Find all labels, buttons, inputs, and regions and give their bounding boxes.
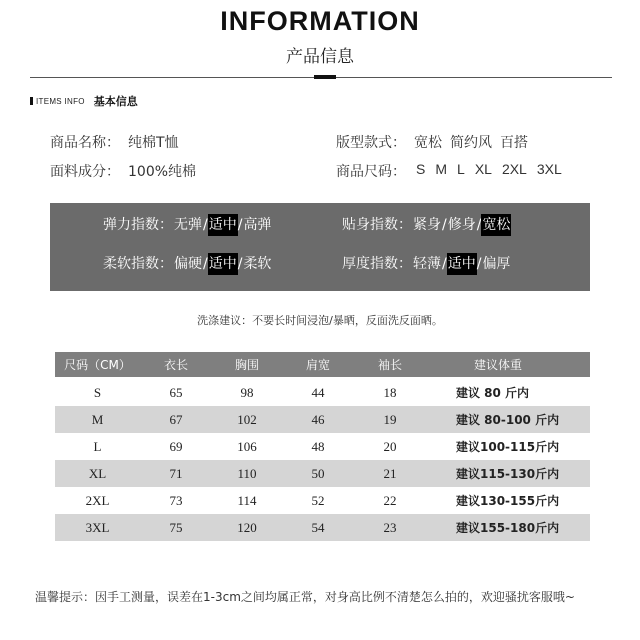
table-cell: 2XL [85,492,110,508]
fit-style-value: 宽松 [414,135,442,151]
divider-accent [314,75,336,79]
column-header: 尺码（CM） [64,358,131,372]
table-cell: 建议 80-100 斤内 [456,413,560,427]
fit-style-value: 简约风 [450,135,492,151]
column-header: 袖长 [377,358,402,372]
index-separator: / [237,256,243,272]
index-panel [50,203,590,291]
fit-style-value: 百搭 [500,135,528,151]
table-cell: 建议155-180斤内 [456,521,560,535]
table-row [55,460,590,487]
table-cell: 98 [240,384,254,400]
fit-style-label: 版型款式： [336,135,406,151]
table-row [55,514,590,541]
table-cell: L [93,438,102,454]
material-row [50,161,196,181]
index-label: 弹力指数： [103,217,173,233]
size-value: M [435,161,448,177]
section-heading [30,93,138,109]
thickness-index [342,253,511,275]
index-option: 紧身 [413,217,441,233]
table-cell: 20 [383,438,397,454]
table-cell: 建议115-130斤内 [456,467,560,481]
index-option: 修身 [447,217,476,233]
table-cell: 23 [383,519,397,535]
measurement-note: 温馨提示：因手工测量，误差在1-3cm之间均属正常，对身高比例不清楚怎么拍的，欢迎骚扰客服哦~ [35,590,575,604]
index-label: 柔软指数： [103,256,173,272]
index-label: 贴身指数： [342,217,412,233]
table-row [55,433,590,460]
index-option: 偏硬 [174,256,202,272]
table-cell: 22 [383,492,397,508]
index-option: 高弹 [243,217,272,233]
table-cell: 73 [169,492,183,508]
table-cell: S [93,384,102,400]
index-option: 无弹 [174,217,202,233]
size-value: XL [474,161,492,177]
table-cell: 18 [383,384,397,400]
index-option: 偏厚 [482,256,511,272]
size-value: 3XL [536,161,562,177]
washing-label: 洗涤建议： [197,314,253,327]
table-cell: 48 [311,438,325,454]
table-row [55,406,590,433]
table-cell: 102 [237,411,257,427]
product-name-value: 纯棉T恤 [128,135,179,151]
table-cell: 建议 80 斤内 [456,386,530,400]
size-value: L [457,161,465,177]
material-label: 面料成分： [50,164,120,180]
material-value: 100%纯棉 [128,164,197,180]
table-cell: M [91,411,104,427]
index-separator: / [237,217,243,233]
page-subtitle: 产品信息 [286,47,354,67]
index-label: 厚度指数： [342,256,412,272]
table-cell: 69 [169,438,183,454]
softness-index [103,253,272,275]
index-option: 宽松 [481,214,511,236]
index-option: 适中 [447,253,477,275]
index-option: 适中 [208,214,238,236]
size-table [55,352,590,541]
index-separator: / [476,256,482,272]
table-cell: 110 [237,465,257,481]
table-cell: 44 [311,384,325,400]
table-cell: 106 [237,438,257,454]
product-name-row [50,132,179,152]
table-cell: XL [88,465,107,481]
table-cell: 50 [311,465,325,481]
table-cell: 120 [237,519,257,535]
index-separator: / [442,256,447,272]
table-cell: 19 [383,411,397,427]
table-cell: 67 [169,411,183,427]
elasticity-index [103,214,272,236]
table-cell: 54 [311,519,325,535]
page-title: INFORMATION [220,6,420,36]
column-header: 胸围 [234,358,259,372]
table-row [55,379,590,406]
table-cell: 65 [169,384,183,400]
column-header: 衣长 [163,358,188,372]
size-value: S [416,161,426,177]
column-header: 建议体重 [473,358,522,372]
table-cell: 46 [311,411,325,427]
table-row [55,487,590,514]
table-cell: 21 [383,465,397,481]
column-header: 肩宽 [305,358,330,372]
size-list-label: 商品尺码： [336,164,406,180]
fit-style-row [336,132,528,152]
index-separator: / [203,217,208,233]
table-cell: 建议100-115斤内 [456,440,560,454]
table-header-row [55,352,590,377]
washing-advice [0,312,640,328]
section-title-en: ITEMS INFO [36,96,85,106]
product-name-label: 商品名称： [50,135,120,151]
table-cell: 3XL [85,519,110,535]
section-marker [30,97,33,105]
table-cell: 71 [169,465,183,481]
table-cell: 建议130-155斤内 [456,494,560,508]
size-list-row [336,161,562,181]
fit-index [342,214,511,236]
section-title-cn: 基本信息 [93,95,138,108]
index-option: 轻薄 [413,256,441,272]
table-cell: 75 [169,519,183,535]
index-separator: / [476,217,482,233]
table-cell: 52 [311,492,325,508]
index-separator: / [203,256,208,272]
index-option: 柔软 [243,256,272,272]
washing-text: 不要长时间浸泡/暴晒，反面洗反面晒。 [252,314,443,327]
index-separator: / [442,217,447,233]
size-value: 2XL [501,161,527,177]
table-cell: 114 [237,492,257,508]
index-option: 适中 [208,253,238,275]
